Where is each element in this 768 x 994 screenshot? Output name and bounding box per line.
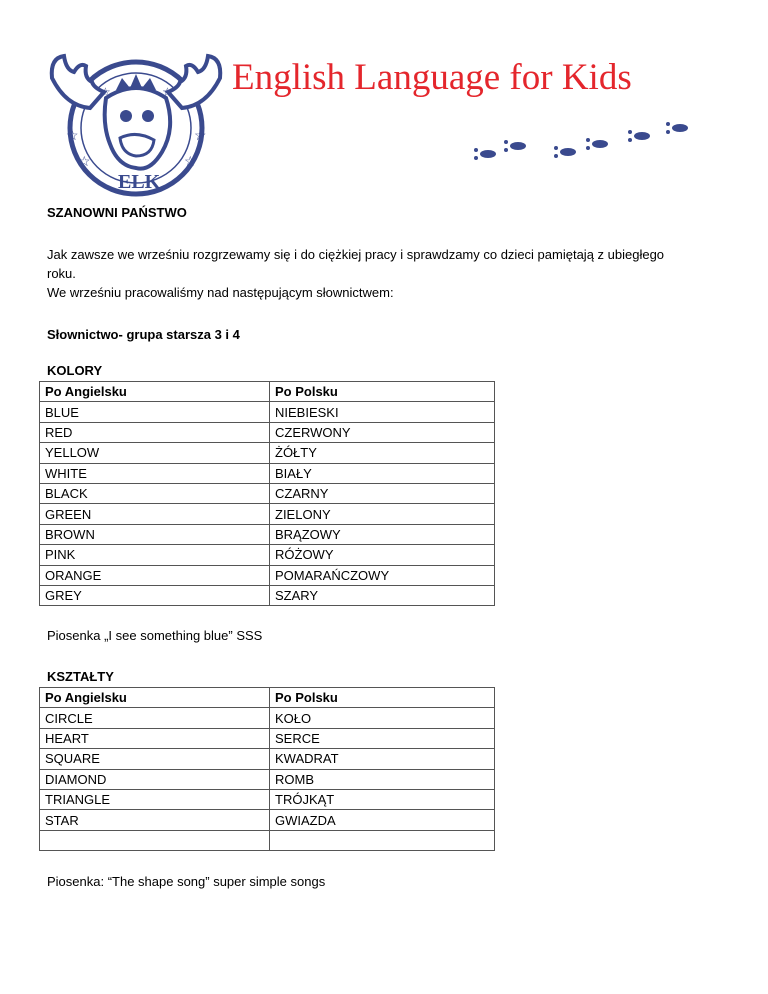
cell-polish: SZARY — [270, 585, 495, 605]
cell-english: STAR — [40, 810, 270, 830]
table-row — [40, 504, 495, 524]
header-english: Po Angielsku — [40, 382, 270, 402]
table-row — [40, 524, 495, 544]
cell-polish: BRĄZOWY — [270, 524, 495, 544]
intro-line-1: Jak zawsze we wrześniu rozgrzewamy się i do ciężkiej pracy i sprawdzamy co dzieci pamiętają z ubiegłego — [47, 247, 665, 262]
shapes-heading: KSZTAŁTY — [47, 669, 114, 684]
svg-text:☆: ☆ — [78, 153, 91, 169]
table-row — [40, 443, 495, 463]
page-title: English Language for Kids — [232, 57, 632, 98]
table-row — [40, 463, 495, 483]
cell-polish: NIEBIESKI — [270, 402, 495, 422]
table-row — [40, 749, 495, 769]
table-row — [40, 708, 495, 728]
colors-heading: KOLORY — [47, 363, 103, 378]
cell-polish: CZARNY — [270, 483, 495, 503]
svg-text:☆: ☆ — [100, 85, 111, 99]
cell-polish: SERCE — [270, 728, 495, 748]
cell-english: ORANGE — [40, 565, 270, 585]
elk-logo — [44, 48, 234, 198]
cell-polish: GWIAZDA — [270, 810, 495, 830]
table-row — [40, 422, 495, 442]
cell-english: GREEN — [40, 504, 270, 524]
header-english: Po Angielsku — [40, 688, 270, 708]
table-row — [40, 830, 495, 850]
intro-line-3: We wrześniu pracowaliśmy nad następującym słownictwem: — [47, 285, 394, 300]
header-polish: Po Polsku — [270, 382, 495, 402]
colors-table — [39, 381, 495, 606]
svg-text:☆: ☆ — [162, 85, 173, 99]
cell-polish: CZERWONY — [270, 422, 495, 442]
cell-polish: KWADRAT — [270, 749, 495, 769]
table-row — [40, 585, 495, 605]
table-row — [40, 769, 495, 789]
footprints-decoration — [470, 118, 700, 168]
cell-english: SQUARE — [40, 749, 270, 769]
cell-polish: RÓŻOWY — [270, 545, 495, 565]
cell-english: HEART — [40, 728, 270, 748]
cell-english: RED — [40, 422, 270, 442]
cell-english: BLACK — [40, 483, 270, 503]
cell-polish: ŻÓŁTY — [270, 443, 495, 463]
cell-polish: BIAŁY — [270, 463, 495, 483]
logo-text: ELK — [118, 171, 161, 193]
shapes-song: Piosenka: “The shape song” super simple songs — [47, 874, 326, 889]
table-row — [40, 810, 495, 830]
table-row — [40, 728, 495, 748]
greeting: SZANOWNI PAŃSTWO — [47, 205, 187, 220]
colors-song: Piosenka „I see something blue” SSS — [47, 628, 263, 643]
cell-polish — [270, 830, 495, 850]
cell-polish: ZIELONY — [270, 504, 495, 524]
shapes-table — [39, 687, 495, 851]
table-header-row — [40, 688, 495, 708]
svg-text:☆: ☆ — [66, 127, 79, 143]
cell-polish: TRÓJKĄT — [270, 789, 495, 809]
cell-english: YELLOW — [40, 443, 270, 463]
table-row — [40, 789, 495, 809]
cell-polish: POMARAŃCZOWY — [270, 565, 495, 585]
svg-text:☆: ☆ — [184, 153, 197, 169]
header-polish: Po Polsku — [270, 688, 495, 708]
table-row — [40, 545, 495, 565]
cell-polish: KOŁO — [270, 708, 495, 728]
table-row — [40, 483, 495, 503]
svg-text:☆: ☆ — [194, 127, 207, 143]
cell-english: GREY — [40, 585, 270, 605]
cell-english: DIAMOND — [40, 769, 270, 789]
cell-english: PINK — [40, 545, 270, 565]
table-row — [40, 402, 495, 422]
cell-english: BROWN — [40, 524, 270, 544]
section-title: Słownictwo- grupa starsza 3 i 4 — [47, 327, 240, 342]
cell-english: TRIANGLE — [40, 789, 270, 809]
cell-english: BLUE — [40, 402, 270, 422]
intro-line-2: roku. — [47, 266, 76, 281]
cell-polish: ROMB — [270, 769, 495, 789]
table-header-row — [40, 382, 495, 402]
cell-english: CIRCLE — [40, 708, 270, 728]
cell-english: WHITE — [40, 463, 270, 483]
table-row — [40, 565, 495, 585]
cell-english — [40, 830, 270, 850]
